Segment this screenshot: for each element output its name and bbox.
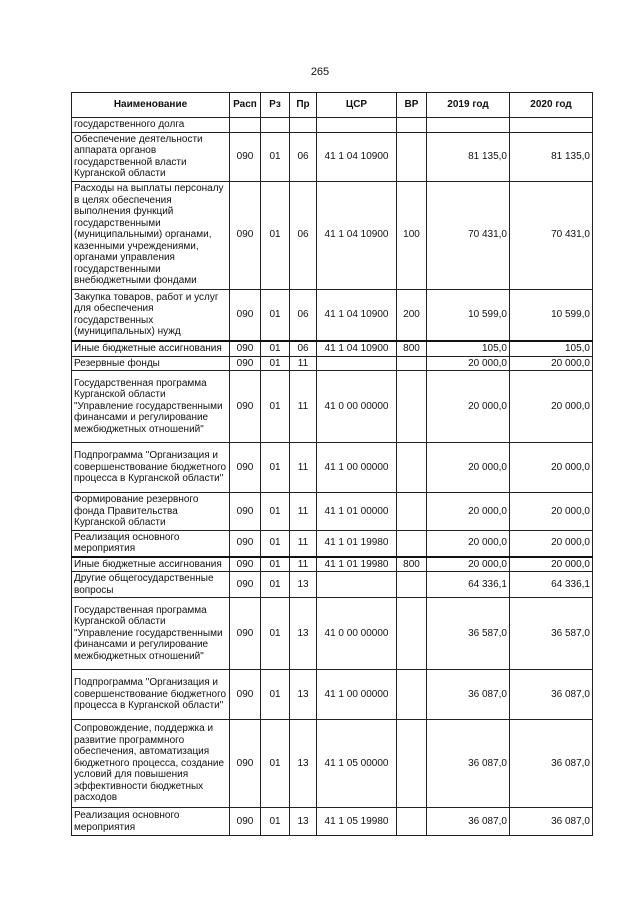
cell-rasp: 090 bbox=[230, 132, 261, 181]
cell-2020: 105,0 bbox=[510, 341, 593, 356]
table-row bbox=[72, 598, 593, 670]
cell-2019 bbox=[427, 118, 510, 133]
header-rasp: Расп bbox=[230, 93, 261, 118]
cell-rasp: 090 bbox=[230, 371, 261, 443]
cell-rasp: 090 bbox=[230, 341, 261, 356]
cell-csr: 41 1 00 00000 bbox=[317, 443, 397, 493]
cell-2020 bbox=[510, 118, 593, 133]
table-row bbox=[72, 371, 593, 443]
cell-csr: 41 1 00 00000 bbox=[317, 670, 397, 720]
cell-2020: 36 087,0 bbox=[510, 720, 593, 808]
table-row bbox=[72, 670, 593, 720]
cell-rz bbox=[261, 118, 290, 133]
cell-2020: 36 087,0 bbox=[510, 808, 593, 836]
table-row bbox=[72, 530, 593, 557]
cell-2020: 20 000,0 bbox=[510, 530, 593, 557]
cell-vr bbox=[397, 371, 427, 443]
cell-rasp: 090 bbox=[230, 670, 261, 720]
cell-vr bbox=[397, 572, 427, 598]
table-row bbox=[72, 572, 593, 598]
cell-2020: 64 336,1 bbox=[510, 572, 593, 598]
cell-rz: 01 bbox=[261, 808, 290, 836]
cell-pr: 06 bbox=[290, 132, 317, 181]
cell-name: Резервные фонды bbox=[72, 356, 230, 371]
cell-csr: 41 1 05 19980 bbox=[317, 808, 397, 836]
cell-pr: 06 bbox=[290, 289, 317, 341]
cell-2020: 20 000,0 bbox=[510, 356, 593, 371]
cell-rz: 01 bbox=[261, 289, 290, 341]
cell-vr bbox=[397, 808, 427, 836]
cell-2020: 70 431,0 bbox=[510, 181, 593, 289]
cell-pr: 13 bbox=[290, 572, 317, 598]
cell-rz: 01 bbox=[261, 132, 290, 181]
cell-csr: 41 1 04 10900 bbox=[317, 289, 397, 341]
cell-vr: 200 bbox=[397, 289, 427, 341]
cell-vr: 800 bbox=[397, 557, 427, 572]
cell-name: Расходы на выплаты персоналу в целях обеспечения выполнения функций государственными (муниципальными) органами, казенными учреждениями, органами управления государственными внебюджетными фондами bbox=[72, 181, 230, 289]
budget-table bbox=[71, 92, 593, 836]
cell-2019: 36 087,0 bbox=[427, 720, 510, 808]
cell-rasp: 090 bbox=[230, 598, 261, 670]
cell-name: Реализация основного мероприятия bbox=[72, 808, 230, 836]
cell-csr bbox=[317, 572, 397, 598]
cell-pr: 11 bbox=[290, 443, 317, 493]
cell-2019: 81 135,0 bbox=[427, 132, 510, 181]
cell-pr: 06 bbox=[290, 341, 317, 356]
cell-rz: 01 bbox=[261, 720, 290, 808]
cell-rz: 01 bbox=[261, 371, 290, 443]
cell-pr: 11 bbox=[290, 557, 317, 572]
cell-rz: 01 bbox=[261, 557, 290, 572]
cell-csr: 41 1 04 10900 bbox=[317, 341, 397, 356]
cell-2019: 36 087,0 bbox=[427, 808, 510, 836]
cell-name: Подпрограмма "Организация и совершенствование бюджетного процесса в Курганской области" bbox=[72, 670, 230, 720]
cell-2019: 20 000,0 bbox=[427, 371, 510, 443]
table-row bbox=[72, 443, 593, 493]
cell-rz: 01 bbox=[261, 670, 290, 720]
cell-csr: 41 0 00 00000 bbox=[317, 598, 397, 670]
table-row bbox=[72, 356, 593, 371]
cell-csr: 41 1 01 19980 bbox=[317, 557, 397, 572]
table-row bbox=[72, 132, 593, 181]
cell-csr bbox=[317, 118, 397, 133]
cell-2020: 36 587,0 bbox=[510, 598, 593, 670]
cell-2020: 81 135,0 bbox=[510, 132, 593, 181]
cell-rasp: 090 bbox=[230, 356, 261, 371]
cell-2019: 70 431,0 bbox=[427, 181, 510, 289]
cell-2020: 20 000,0 bbox=[510, 371, 593, 443]
cell-rz: 01 bbox=[261, 598, 290, 670]
cell-csr: 41 1 04 10900 bbox=[317, 181, 397, 289]
cell-pr: 11 bbox=[290, 530, 317, 557]
cell-name: Обеспечение деятельности аппарата органов государственной власти Курганской области bbox=[72, 132, 230, 181]
table-row bbox=[72, 720, 593, 808]
table-row bbox=[72, 557, 593, 572]
cell-pr: 13 bbox=[290, 598, 317, 670]
table-row bbox=[72, 181, 593, 289]
cell-pr: 11 bbox=[290, 493, 317, 531]
cell-vr bbox=[397, 670, 427, 720]
cell-csr: 41 1 04 10900 bbox=[317, 132, 397, 181]
cell-2019: 10 599,0 bbox=[427, 289, 510, 341]
cell-name: Подпрограмма "Организация и совершенствование бюджетного процесса в Курганской области" bbox=[72, 443, 230, 493]
table-row bbox=[72, 493, 593, 531]
cell-vr bbox=[397, 530, 427, 557]
cell-rz: 01 bbox=[261, 443, 290, 493]
cell-csr bbox=[317, 356, 397, 371]
cell-pr: 13 bbox=[290, 670, 317, 720]
header-name: Наименование bbox=[72, 93, 230, 118]
page-number: 265 bbox=[310, 66, 330, 78]
cell-2020: 20 000,0 bbox=[510, 493, 593, 531]
cell-pr: 11 bbox=[290, 371, 317, 443]
cell-vr: 800 bbox=[397, 341, 427, 356]
cell-csr: 41 0 00 00000 bbox=[317, 371, 397, 443]
cell-pr: 11 bbox=[290, 356, 317, 371]
cell-rz: 01 bbox=[261, 572, 290, 598]
cell-csr: 41 1 01 00000 bbox=[317, 493, 397, 531]
cell-name: Государственная программа Курганской области "Управление государственными финансами и регулирование межбюджетных отношений" bbox=[72, 598, 230, 670]
table-row bbox=[72, 341, 593, 356]
cell-2019: 20 000,0 bbox=[427, 356, 510, 371]
header-vr: ВР bbox=[397, 93, 427, 118]
cell-csr: 41 1 01 19980 bbox=[317, 530, 397, 557]
cell-2019: 105,0 bbox=[427, 341, 510, 356]
cell-pr: 06 bbox=[290, 181, 317, 289]
cell-2019: 36 587,0 bbox=[427, 598, 510, 670]
table-row bbox=[72, 118, 593, 133]
cell-vr bbox=[397, 132, 427, 181]
cell-csr: 41 1 05 00000 bbox=[317, 720, 397, 808]
header-csr: ЦСР bbox=[317, 93, 397, 118]
header-pr: Пр bbox=[290, 93, 317, 118]
cell-vr: 100 bbox=[397, 181, 427, 289]
cell-rasp: 090 bbox=[230, 808, 261, 836]
cell-2020: 20 000,0 bbox=[510, 557, 593, 572]
cell-name: Реализация основного мероприятия bbox=[72, 530, 230, 557]
cell-rasp: 090 bbox=[230, 493, 261, 531]
cell-pr: 13 bbox=[290, 720, 317, 808]
cell-name: Иные бюджетные ассигнования bbox=[72, 341, 230, 356]
cell-2019: 20 000,0 bbox=[427, 443, 510, 493]
cell-rasp: 090 bbox=[230, 557, 261, 572]
cell-vr bbox=[397, 118, 427, 133]
cell-2019: 36 087,0 bbox=[427, 670, 510, 720]
cell-rasp: 090 bbox=[230, 289, 261, 341]
cell-name: Сопровождение, поддержка и развитие программного обеспечения, автоматизация бюджетного процесса, создание условий для повышения эффективности бюджетных расходов bbox=[72, 720, 230, 808]
cell-rz: 01 bbox=[261, 341, 290, 356]
cell-name: Другие общегосударственные вопросы bbox=[72, 572, 230, 598]
header-rz: Рз bbox=[261, 93, 290, 118]
cell-rasp: 090 bbox=[230, 572, 261, 598]
cell-vr bbox=[397, 598, 427, 670]
cell-2020: 10 599,0 bbox=[510, 289, 593, 341]
cell-2020: 36 087,0 bbox=[510, 670, 593, 720]
cell-name: государственного долга bbox=[72, 118, 230, 133]
cell-name: Государственная программа Курганской области "Управление государственными финансами и регулирование межбюджетных отношений" bbox=[72, 371, 230, 443]
cell-2019: 20 000,0 bbox=[427, 557, 510, 572]
cell-rasp: 090 bbox=[230, 720, 261, 808]
table-row bbox=[72, 289, 593, 341]
cell-rz: 01 bbox=[261, 530, 290, 557]
cell-rasp bbox=[230, 118, 261, 133]
cell-name: Иные бюджетные ассигнования bbox=[72, 557, 230, 572]
cell-pr bbox=[290, 118, 317, 133]
cell-rasp: 090 bbox=[230, 443, 261, 493]
cell-2019: 20 000,0 bbox=[427, 530, 510, 557]
cell-2019: 64 336,1 bbox=[427, 572, 510, 598]
table-header-row bbox=[72, 93, 593, 118]
cell-pr: 13 bbox=[290, 808, 317, 836]
cell-vr bbox=[397, 443, 427, 493]
header-2019: 2019 год bbox=[427, 93, 510, 118]
cell-rasp: 090 bbox=[230, 181, 261, 289]
cell-2019: 20 000,0 bbox=[427, 493, 510, 531]
cell-vr bbox=[397, 493, 427, 531]
cell-vr bbox=[397, 720, 427, 808]
cell-rasp: 090 bbox=[230, 530, 261, 557]
cell-rz: 01 bbox=[261, 181, 290, 289]
cell-vr bbox=[397, 356, 427, 371]
cell-name: Формирование резервного фонда Правительства Курганской области bbox=[72, 493, 230, 531]
cell-name: Закупка товаров, работ и услуг для обеспечения государственных (муниципальных) нужд bbox=[72, 289, 230, 341]
cell-2020: 20 000,0 bbox=[510, 443, 593, 493]
cell-rz: 01 bbox=[261, 356, 290, 371]
header-2020: 2020 год bbox=[510, 93, 593, 118]
table-row bbox=[72, 808, 593, 836]
cell-rz: 01 bbox=[261, 493, 290, 531]
